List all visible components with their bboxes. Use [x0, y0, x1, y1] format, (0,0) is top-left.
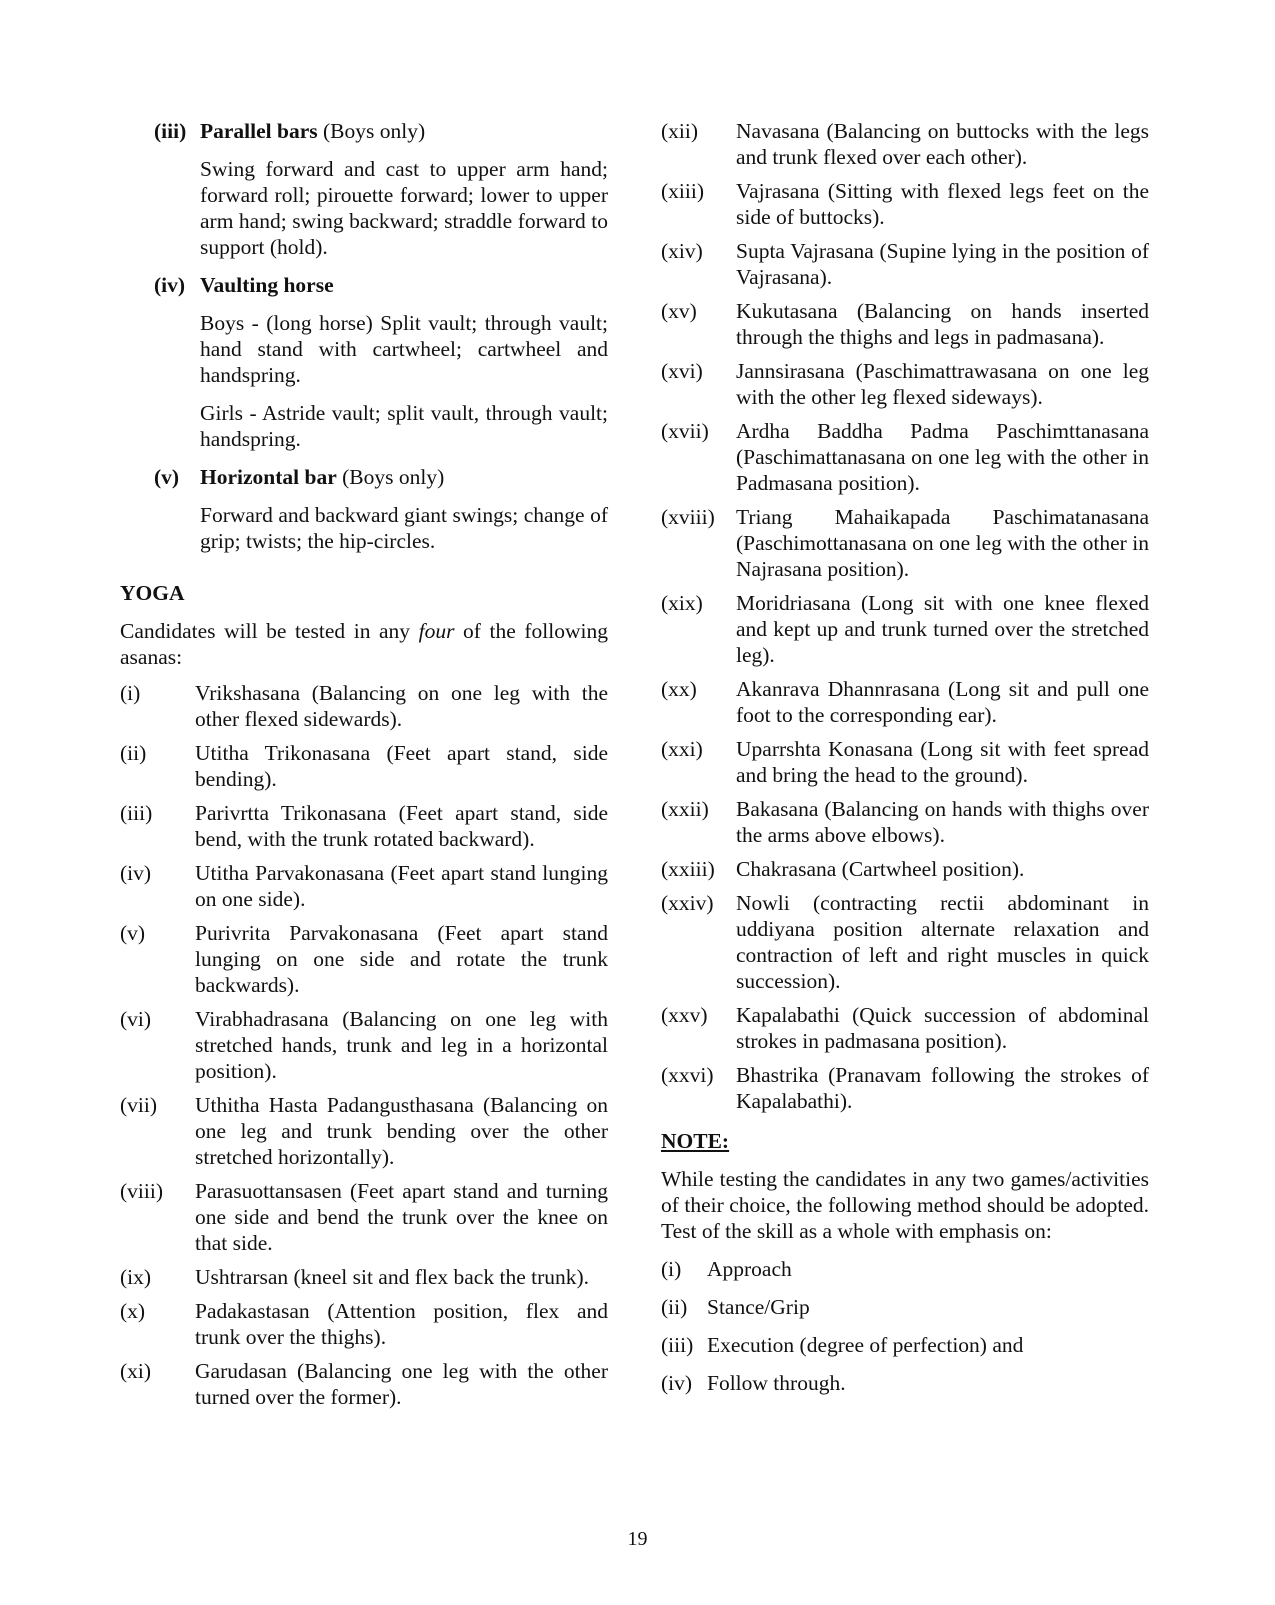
- asana-item-number: (xii): [661, 119, 699, 143]
- left-column: [120, 118, 608, 1418]
- note-criteria-list: [661, 1256, 1149, 1396]
- asana-item-text: Parasuottansasen (Feet apart stand and turning one side and bend the trunk over the knee on that side.: [195, 1179, 608, 1255]
- asana-item-text: Utitha Parvakonasana (Feet apart stand lunging on one side).: [195, 861, 608, 911]
- asana-item: [661, 590, 1149, 668]
- asana-item-number: (xiii): [661, 179, 704, 203]
- asana-item-text: Uparrshta Konasana (Long sit with feet spread and bring the head to the ground).: [736, 737, 1149, 787]
- asana-item-number: (xix): [661, 591, 703, 615]
- gym-item-description: Forward and backward giant swings; change of grip; twists; the hip-circles.: [200, 503, 608, 553]
- asana-item: [661, 504, 1149, 582]
- asana-item-text: Supta Vajrasana (Supine lying in the position of Vajrasana).: [736, 239, 1149, 289]
- note-criterion-number: (iii): [661, 1333, 694, 1357]
- asana-item: [120, 740, 608, 792]
- note-criterion: [661, 1370, 1149, 1396]
- gym-item-heading: [154, 464, 608, 490]
- asana-item: [120, 860, 608, 912]
- gym-item-title: Vaulting horse: [200, 273, 334, 297]
- page-number: 19: [627, 1528, 648, 1550]
- asana-item-text: Kapalabathi (Quick succession of abdominal strokes in padmasana position).: [736, 1003, 1149, 1053]
- asana-item-text: Kukutasana (Balancing on hands inserted through the thighs and legs in padmasana).: [736, 299, 1149, 349]
- asana-item: [661, 178, 1149, 230]
- gym-item-title: Horizontal bar: [200, 465, 337, 489]
- asana-item: [661, 118, 1149, 170]
- note-criterion-number: (iv): [661, 1371, 693, 1395]
- asana-item-text: Bhastrika (Pranavam following the strokes of Kapalabathi).: [736, 1063, 1149, 1113]
- gym-item-description: Swing forward and cast to upper arm hand; forward roll; pirouette forward; lower to upper arm hand; swing backward; straddle forward to support (hold).: [200, 157, 608, 259]
- note-criterion-text: Follow through.: [707, 1371, 846, 1395]
- asana-item-number: (v): [120, 921, 146, 945]
- note-text: While testing the candidates in any two games/activities of their choice, the following method should be adopted. Test of the skill as a whole with emphasis on:: [661, 1167, 1149, 1243]
- asana-item-number: (xv): [661, 299, 697, 323]
- asana-item: [661, 238, 1149, 290]
- asana-item-number: (xi): [120, 1359, 152, 1383]
- asana-item-number: (viii): [120, 1179, 163, 1203]
- asana-item-number: (xx): [661, 677, 697, 701]
- asana-item: [120, 800, 608, 852]
- asana-item: [120, 1006, 608, 1084]
- asana-item-number: (xvii): [661, 419, 709, 443]
- asana-item-text: Virabhadrasana (Balancing on one leg with stretched hands, trunk and leg in a horizontal position).: [195, 1007, 608, 1083]
- asana-item: [120, 1264, 608, 1290]
- asana-item: [661, 856, 1149, 882]
- note-criterion: [661, 1294, 1149, 1320]
- asana-item-number: (xxvi): [661, 1063, 714, 1087]
- asana-item: [120, 1092, 608, 1170]
- asana-item: [661, 1002, 1149, 1054]
- gym-item-title: Parallel bars: [200, 119, 318, 143]
- asana-item-text: Vajrasana (Sitting with flexed legs feet on the side of buttocks).: [736, 179, 1149, 229]
- asana-item-text: Chakrasana (Cartwheel position).: [736, 857, 1025, 881]
- asana-item: [120, 680, 608, 732]
- yoga-intro: Candidates will be tested in any four of the following asanas:: [120, 619, 608, 669]
- gym-item-heading: [154, 272, 608, 298]
- asana-item-text: Navasana (Balancing on buttocks with the legs and trunk flexed over each other).: [736, 119, 1149, 169]
- note-criterion: [661, 1332, 1149, 1358]
- asana-item-number: (xxi): [661, 737, 703, 761]
- asana-item-number: (xxiv): [661, 891, 714, 915]
- asana-item-text: Triang Mahaikapada Paschimatanasana (Paschimottanasana on one leg with the other in Najrasana position).: [736, 505, 1149, 581]
- asana-item-text: Jannsirasana (Paschimattrawasana on one leg with the other leg flexed sideways).: [736, 359, 1149, 409]
- asana-item-number: (iii): [120, 801, 153, 825]
- asana-item-text: Parivrtta Trikonasana (Feet apart stand, side bend, with the trunk rotated backward).: [195, 801, 608, 851]
- asana-item: [661, 796, 1149, 848]
- asana-item-number: (xviii): [661, 505, 715, 529]
- asana-item-text: Moridriasana (Long sit with one knee flexed and kept up and trunk turned over the stretched leg).: [736, 591, 1149, 667]
- asana-item-text: Uthitha Hasta Padangusthasana (Balancing on one leg and trunk bending over the other stretched horizontally).: [195, 1093, 608, 1169]
- right-column: [661, 118, 1149, 1408]
- asana-item-text: Utitha Trikonasana (Feet apart stand, side bending).: [195, 741, 608, 791]
- asana-item: [661, 890, 1149, 994]
- asana-item-number: (xvi): [661, 359, 703, 383]
- asana-item: [661, 358, 1149, 410]
- asana-item: [661, 1062, 1149, 1114]
- asana-item-number: (ix): [120, 1265, 152, 1289]
- gym-item-description: Girls - Astride vault; split vault, through vault; handspring.: [200, 401, 608, 451]
- gym-item-qualifier: (Boys only): [336, 465, 445, 489]
- asana-item: [661, 676, 1149, 728]
- asana-item-number: (x): [120, 1299, 146, 1323]
- asana-item: [661, 298, 1149, 350]
- gym-item-number: (v): [154, 465, 180, 489]
- asana-item: [120, 1298, 608, 1350]
- note-criterion-text: Stance/Grip: [707, 1295, 810, 1319]
- asana-item: [661, 418, 1149, 496]
- gym-item-qualifier: (Boys only): [317, 119, 426, 143]
- asana-item-text: Purivrita Parvakonasana (Feet apart stand lunging on one side and rotate the trunk backwards).: [195, 921, 608, 997]
- note-criterion: [661, 1256, 1149, 1282]
- asana-item-text: Vrikshasana (Balancing on one leg with the other flexed sidewards).: [195, 681, 608, 731]
- asana-item-text: Nowli (contracting rectii abdominant in uddiyana position alternate relaxation and contraction of left and right muscles in quick succession).: [736, 891, 1149, 993]
- asana-item-text: Ardha Baddha Padma Paschimttanasana (Paschimattanasana on one leg with the other in Padmasana position).: [736, 419, 1149, 495]
- asana-list-right: [661, 118, 1149, 1114]
- asana-item-text: Garudasan (Balancing one leg with the other turned over the former).: [195, 1359, 608, 1409]
- asana-item-text: Bakasana (Balancing on hands with thighs over the arms above elbows).: [736, 797, 1149, 847]
- gym-item-description: Boys - (long horse) Split vault; through vault; hand stand with cartwheel; cartwheel and handspring.: [200, 311, 608, 387]
- asana-item-number: (vi): [120, 1007, 152, 1031]
- gym-item-number: (iii): [154, 119, 187, 143]
- asana-item: [120, 920, 608, 998]
- asana-item-number: (i): [120, 681, 141, 705]
- note-criterion-number: (ii): [661, 1295, 688, 1319]
- asana-item-number: (xxv): [661, 1003, 708, 1027]
- asana-item-number: (ii): [120, 741, 147, 765]
- note-criterion-number: (i): [661, 1257, 682, 1281]
- asana-item-text: Ushtrarsan (kneel sit and flex back the trunk).: [195, 1265, 590, 1289]
- asana-item-number: (xxiii): [661, 857, 715, 881]
- asana-item-text: Padakastasan (Attention position, flex and trunk over the thighs).: [195, 1299, 608, 1349]
- asana-item-text: Akanrava Dhannrasana (Long sit and pull one foot to the corresponding ear).: [736, 677, 1149, 727]
- asana-item: [661, 736, 1149, 788]
- note-heading: NOTE:: [661, 1129, 730, 1153]
- note-criterion-text: Execution (degree of perfection) and: [707, 1333, 1024, 1357]
- asana-item: [120, 1178, 608, 1256]
- asana-item: [120, 1358, 608, 1410]
- gym-item-number: (iv): [154, 273, 186, 297]
- yoga-heading: YOGA: [120, 581, 185, 605]
- asana-list-left: [120, 680, 608, 1410]
- asana-item-number: (vii): [120, 1093, 158, 1117]
- note-criterion-text: Approach: [707, 1257, 792, 1281]
- asana-item-number: (xxii): [661, 797, 709, 821]
- asana-item-number: (iv): [120, 861, 152, 885]
- gym-item-heading: [154, 118, 608, 144]
- asana-item-number: (xiv): [661, 239, 703, 263]
